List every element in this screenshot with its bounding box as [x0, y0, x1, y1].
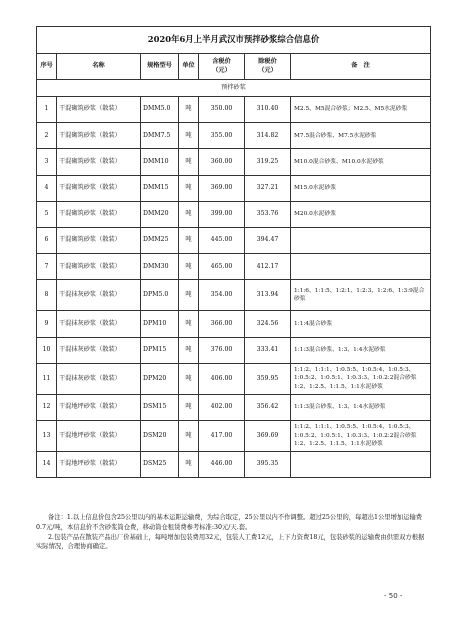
row-unit: 吨 — [179, 363, 199, 394]
row-tax-price: 350.00 — [199, 97, 245, 123]
row-remark: 1:1:2、1:1:1、1:0.5:5、1:0.5:4、1:0.5:3、1:0.5:2、1:0.5:1、1:0.3:3、1:0.2:2混合砂浆 1:2、1:2.5、1:1.5、1:1水泥砂浆 — [291, 420, 431, 451]
row-name: 干混砌筑砂浆（散装） — [57, 123, 141, 149]
row-notax-price: 369.69 — [245, 420, 291, 451]
row-name: 干混砌筑砂浆（散装） — [57, 175, 141, 201]
row-remark: M10.0混合砂浆、M10.0水泥砂浆 — [291, 149, 431, 175]
row-name: 干混地坪砂浆（散装） — [57, 394, 141, 420]
row-spec: DSM15 — [141, 394, 179, 420]
row-no: 1 — [37, 97, 57, 123]
table-row — [37, 280, 431, 311]
row-unit: 吨 — [179, 123, 199, 149]
row-unit: 吨 — [179, 97, 199, 123]
row-no: 10 — [37, 337, 57, 363]
table-row — [37, 420, 431, 451]
row-notax-price: 314.82 — [245, 123, 291, 149]
header-no: 序号 — [37, 54, 57, 80]
row-notax-price: 356.42 — [245, 394, 291, 420]
notes — [36, 513, 430, 552]
row-spec: DPM15 — [141, 337, 179, 363]
page-number: - 50 - — [384, 592, 403, 600]
note-1: 备注：1.以上信息价包含25公里以内的基本运距运输费，为综合取定，25公里以内不作调整。超过25公里的，每超出1公里增加运输费0.7元/吨，本信息价不含砂浆筒仓费，移动筒仓租赁费参考标准:30元/天.套。 — [36, 514, 423, 531]
row-unit: 吨 — [179, 254, 199, 280]
row-no: 9 — [37, 311, 57, 337]
row-spec: DMM25 — [141, 227, 179, 253]
header-notax-price-label: 除税价 （元） — [258, 58, 277, 74]
table-row — [37, 254, 431, 280]
row-tax-price: 417.00 — [199, 420, 245, 451]
row-no: 5 — [37, 201, 57, 227]
row-remark — [291, 451, 431, 477]
table-row — [37, 201, 431, 227]
row-remark: 1:1:2、1:1:1、1:0.5:5、1:0.5:4、1:0.5:3、1:0.5:2、1:0.5:1、1:0.3:3、1:0.2:2混合砂浆 1:2、1:2.5、1:1.5、1:1水泥砂浆 — [291, 363, 431, 394]
row-name: 干混地坪砂浆（散装） — [57, 420, 141, 451]
table-row — [37, 149, 431, 175]
row-notax-price: 319.25 — [245, 149, 291, 175]
row-spec: DMM10 — [141, 149, 179, 175]
row-unit: 吨 — [179, 420, 199, 451]
row-unit: 吨 — [179, 149, 199, 175]
row-notax-price: 353.76 — [245, 201, 291, 227]
row-no: 13 — [37, 420, 57, 451]
row-spec: DMM5.0 — [141, 97, 179, 123]
row-notax-price: 395.35 — [245, 451, 291, 477]
row-unit: 吨 — [179, 311, 199, 337]
table-row — [37, 451, 431, 477]
row-no: 12 — [37, 394, 57, 420]
row-no: 11 — [37, 363, 57, 394]
row-unit: 吨 — [179, 394, 199, 420]
row-remark: M7.5混合砂浆、M7.5水泥砂浆 — [291, 123, 431, 149]
row-remark: 1:1:3混合砂浆、1:3、1:4水泥砂浆 — [291, 394, 431, 420]
row-no: 6 — [37, 227, 57, 253]
row-spec: DMM15 — [141, 175, 179, 201]
row-name: 干混砌筑砂浆（散装） — [57, 227, 141, 253]
row-remark: 1:1:3混合砂浆、1:3、1:4水泥砂浆 — [291, 337, 431, 363]
table-row — [37, 337, 431, 363]
row-spec: DMM30 — [141, 254, 179, 280]
header-tax-price-label: 含税价 （元） — [212, 58, 231, 74]
row-name: 干混地坪砂浆（散装） — [57, 451, 141, 477]
row-tax-price: 446.00 — [199, 451, 245, 477]
row-spec: DMM7.5 — [141, 123, 179, 149]
row-notax-price: 324.56 — [245, 311, 291, 337]
row-remark: M20.0水泥砂浆 — [291, 201, 431, 227]
row-tax-price: 399.00 — [199, 201, 245, 227]
row-no: 4 — [37, 175, 57, 201]
row-tax-price: 445.00 — [199, 227, 245, 253]
row-notax-price: 333.41 — [245, 337, 291, 363]
header-unit: 单位 — [179, 54, 199, 80]
row-tax-price: 402.00 — [199, 394, 245, 420]
row-no: 2 — [37, 123, 57, 149]
table-row — [37, 175, 431, 201]
row-no: 8 — [37, 280, 57, 311]
row-notax-price: 412.17 — [245, 254, 291, 280]
row-remark: M15.0水泥砂浆 — [291, 175, 431, 201]
row-tax-price: 376.00 — [199, 337, 245, 363]
row-unit: 吨 — [179, 451, 199, 477]
header-name: 名称 — [57, 54, 141, 80]
row-remark: M2.5、M5混合砂浆；M2.5、M5水泥砂浆 — [291, 97, 431, 123]
row-name: 干混抹灰砂浆（散装） — [57, 363, 141, 394]
row-name: 干混抹灰砂浆（散装） — [57, 337, 141, 363]
table-row — [37, 363, 431, 394]
row-no: 3 — [37, 149, 57, 175]
row-remark: 1:1:4混合砂浆 — [291, 311, 431, 337]
row-tax-price: 355.00 — [199, 123, 245, 149]
row-unit: 吨 — [179, 280, 199, 311]
row-spec: DPM5.0 — [141, 280, 179, 311]
row-tax-price: 406.00 — [199, 363, 245, 394]
header-remark: 备 注 — [291, 54, 431, 80]
row-name: 干混砌筑砂浆（散装） — [57, 149, 141, 175]
table-row — [37, 311, 431, 337]
note-2: 2.包装产品在散装产品出厂价基础上，每吨增加包装费用32元，包装人工费12元，上下力资费18元，包装砂浆的运输费由供需双方根据实际情况，合理协商确定。 — [36, 533, 425, 551]
row-unit: 吨 — [179, 175, 199, 201]
row-remark — [291, 254, 431, 280]
row-unit: 吨 — [179, 201, 199, 227]
header-row — [37, 54, 431, 80]
row-notax-price: 310.40 — [245, 97, 291, 123]
table-row — [37, 97, 431, 123]
row-spec: DPM20 — [141, 363, 179, 394]
table-row — [37, 227, 431, 253]
row-notax-price: 313.94 — [245, 280, 291, 311]
row-no: 7 — [37, 254, 57, 280]
row-name: 干混抹灰砂浆（散装） — [57, 280, 141, 311]
row-spec: DMM20 — [141, 201, 179, 227]
row-name: 干混抹灰砂浆（散装） — [57, 311, 141, 337]
row-name: 干混砌筑砂浆（散装） — [57, 97, 141, 123]
row-notax-price: 394.47 — [245, 227, 291, 253]
table-row — [37, 394, 431, 420]
section-label: 预拌砂浆 — [37, 80, 431, 97]
row-tax-price: 360.00 — [199, 149, 245, 175]
row-spec: DSM20 — [141, 420, 179, 451]
row-remark: 1:1:6、1:1:5、1:2:1、1:2:3、1:2:6、1:3:9混合砂浆 — [291, 280, 431, 311]
row-spec: DSM25 — [141, 451, 179, 477]
row-notax-price: 359.95 — [245, 363, 291, 394]
row-remark — [291, 227, 431, 253]
row-tax-price: 354.00 — [199, 280, 245, 311]
row-tax-price: 369.00 — [199, 175, 245, 201]
table-title: 2020年6月上半月武汉市预拌砂浆综合信息价 — [37, 27, 431, 54]
row-tax-price: 465.00 — [199, 254, 245, 280]
row-spec: DPM10 — [141, 311, 179, 337]
row-unit: 吨 — [179, 337, 199, 363]
row-no: 14 — [37, 451, 57, 477]
header-spec: 规格型号 — [141, 54, 179, 80]
row-tax-price: 366.00 — [199, 311, 245, 337]
price-table — [36, 26, 431, 478]
header-notax-price — [245, 54, 291, 80]
header-tax-price — [199, 54, 245, 80]
table-row — [37, 123, 431, 149]
row-unit: 吨 — [179, 227, 199, 253]
row-name: 干混砌筑砂浆（散装） — [57, 201, 141, 227]
row-notax-price: 327.21 — [245, 175, 291, 201]
row-name: 干混砌筑砂浆（散装） — [57, 254, 141, 280]
